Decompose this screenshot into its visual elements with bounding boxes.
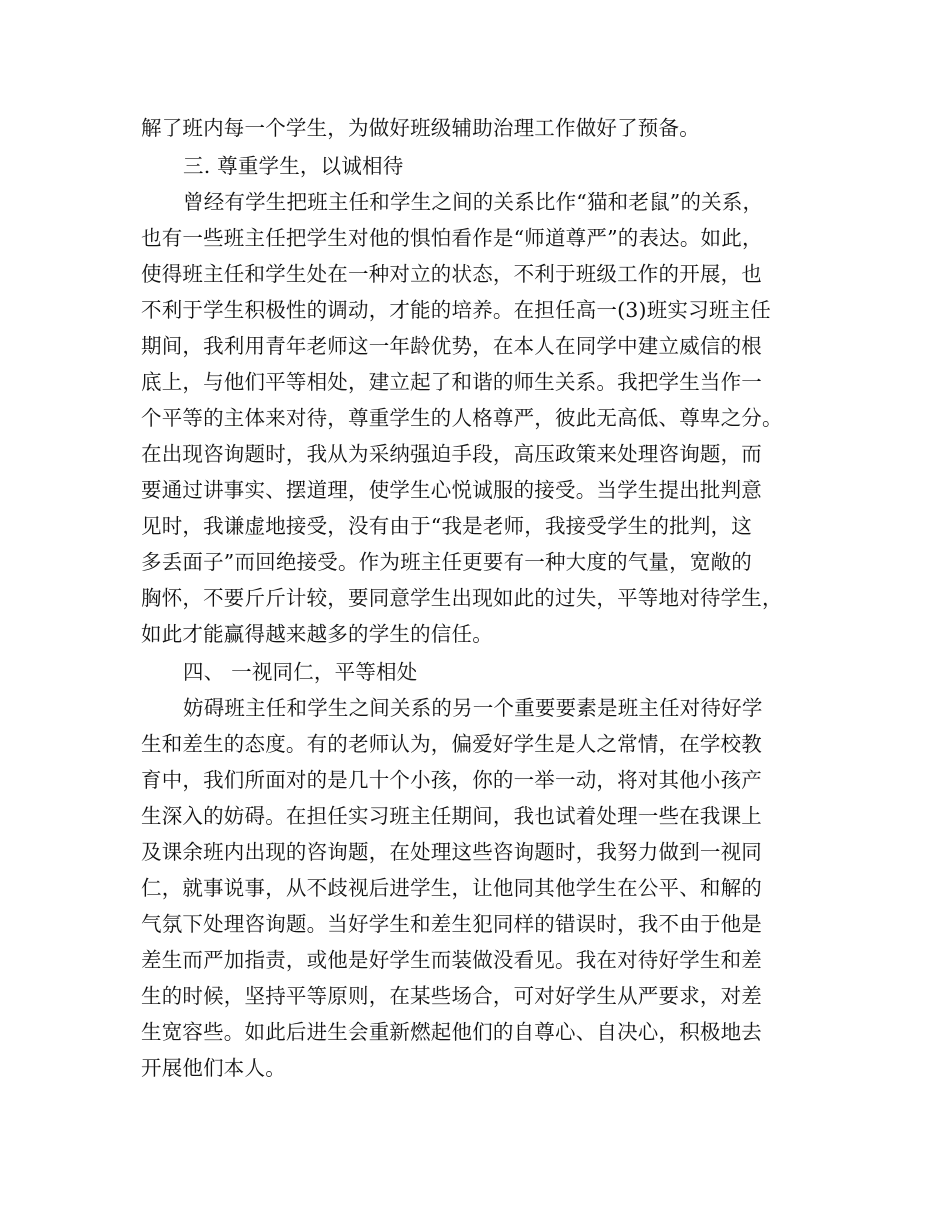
text-line: 胸怀，不要斤斤计较，要同意学生出现如此的过失，平等地对待学生， bbox=[141, 586, 783, 610]
text-line: 也有一些班主任把学生对他的惧怕看作是“师道尊严”的表达。如此， bbox=[141, 226, 763, 250]
text-line: 在出现咨询题时，我从为采纳强迫手段，高压政策来处理咨询题，而 bbox=[141, 442, 762, 466]
text-line: 气氛下处理咨询题。当好学生和差生犯同样的错误时，我不由于他是 bbox=[141, 912, 762, 936]
text-line: 个平等的主体来对待，尊重学生的人格尊严，彼此无高低、尊卑之分。 bbox=[141, 406, 783, 430]
text-line: 如此才能赢得越来越多的学生的信任。 bbox=[141, 622, 493, 646]
text-line: 见时，我谦虚地接受，没有由于“我是老师，我接受学生的批判，这 bbox=[141, 514, 752, 538]
text-line: 生宽容些。如此后进生会重新燃起他们的自尊心、自决心，积极地去 bbox=[141, 1020, 762, 1044]
text-line: 及课余班内出现的咨询题，在处理这些咨询题时，我努力做到一视同 bbox=[141, 840, 762, 864]
text-line: 育中，我们所面对的是几十个小孩，你的一举一动，将对其他小孩产 bbox=[141, 768, 762, 792]
text-line: 妨碍班主任和学生之间关系的另一个重要要素是班主任对待好学 bbox=[183, 696, 763, 720]
section-heading-4: 四、 一视同仁，平等相处 bbox=[183, 660, 418, 684]
text-line: 差生而严加指责，或他是好学生而装做没看见。我在对待好学生和差 bbox=[141, 948, 762, 972]
text-line: 生深入的妨碍。在担任实习班主任期间，我也试着处理一些在我课上 bbox=[141, 804, 762, 828]
text-line: 曾经有学生把班主任和学生之间的关系比作“猫和老鼠”的关系， bbox=[183, 190, 764, 214]
text-line: 生和差生的态度。有的老师认为，偏爱好学生是人之常情，在学校教 bbox=[141, 732, 762, 756]
text-line: 要通过讲事实、摆道理，使学生心悦诚服的接受。当学生提出批判意 bbox=[141, 478, 762, 502]
text-line: 开展他们本人。 bbox=[141, 1056, 286, 1080]
text-line: 解了班内每一个学生，为做好班级辅助治理工作做好了预备。 bbox=[141, 116, 700, 140]
section-heading-3: 三. 尊重学生，以诚相待 bbox=[183, 154, 404, 178]
text-line: 期间，我利用青年老师这一年龄优势，在本人在同学中建立威信的根 bbox=[141, 334, 762, 358]
text-line: 生的时候，坚持平等原则，在某些场合，可对好学生从严要求，对差 bbox=[141, 984, 762, 1008]
text-line: 使得班主任和学生处在一种对立的状态，不利于班级工作的开展，也 bbox=[141, 262, 762, 286]
text-line: 多丢面子”而回绝接受。作为班主任更要有一种大度的气量，宽敞的 bbox=[141, 550, 752, 574]
text-line: 不利于学生积极性的调动，才能的培养。在担任高一(3)班实习班主任 bbox=[141, 298, 771, 322]
text-line: 仁，就事说事，从不歧视后进学生，让他同其他学生在公平、和解的 bbox=[141, 876, 762, 900]
text-line: 底上，与他们平等相处，建立起了和谐的师生关系。我把学生当作一 bbox=[141, 370, 762, 394]
